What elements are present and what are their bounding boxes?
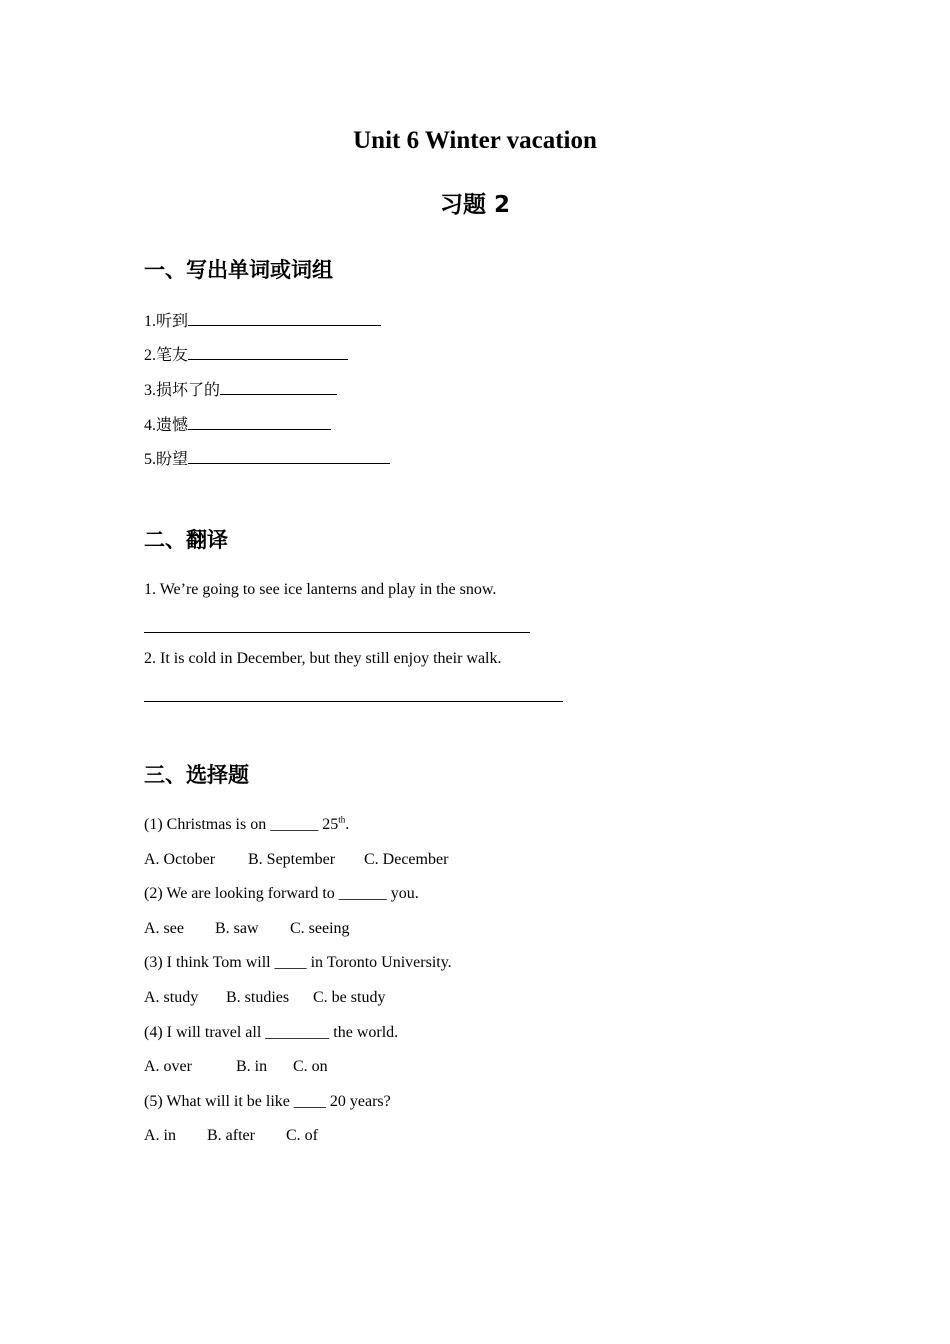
vocab-item-text: 盼望 [156,449,189,468]
vocab-item-text: 笔友 [156,345,189,364]
choice-question-3: (3) I think Tom will ____ in Toronto University. [144,954,452,971]
vocab-item-5 [144,448,390,470]
choice-options-5 [144,1126,318,1146]
choice-options-3 [144,988,385,1008]
vocab-item-number: 3. [144,382,156,399]
vocab-item-number: 1. [144,313,156,330]
option-c[interactable]: C. be study [313,989,386,1006]
option-c[interactable]: C. December [364,851,449,868]
ordinal-suffix: th [338,814,346,825]
option-a[interactable]: A. October [144,851,216,868]
vocab-item-text: 听到 [156,311,189,330]
vocab-item-1 [144,310,381,332]
section-3-heading: 三、选择题 [144,763,249,787]
option-c[interactable]: C. of [286,1127,318,1144]
vocab-item-text: 遗憾 [156,415,189,434]
vocab-answer-blank[interactable] [188,310,381,326]
choice-question-1 [144,815,349,835]
option-b[interactable]: B. in [236,1058,268,1075]
translation-item-2: 2. It is cold in December, but they still enjoy their walk. [144,650,502,667]
option-c[interactable]: C. seeing [290,920,350,937]
vocab-item-number: 4. [144,417,156,434]
option-b[interactable]: B. after [207,1127,255,1144]
option-c[interactable]: C. on [293,1058,328,1075]
option-b[interactable]: B. studies [226,989,290,1006]
option-b[interactable]: B. saw [215,920,259,937]
vocab-answer-blank[interactable] [188,414,331,430]
choice-question-5: (5) What will it be like ____ 20 years? [144,1093,391,1110]
vocab-answer-blank[interactable] [188,344,348,360]
translation-answer-line-2[interactable] [144,701,563,702]
vocab-item-number: 5. [144,451,156,468]
section-1-heading: 一、写出单词或词组 [144,258,333,282]
section-2-heading: 二、翻译 [144,528,228,552]
choice-options-1 [144,850,448,870]
page-title: Unit 6 Winter vacation [353,127,597,154]
option-a[interactable]: A. over [144,1058,192,1075]
choice-question-2: (2) We are looking forward to ______ you. [144,885,419,902]
option-a[interactable]: A. in [144,1127,176,1144]
vocab-item-2 [144,344,348,366]
question-text: (1) Christmas is on ______ 25 [144,816,339,833]
vocab-item-4 [144,414,331,436]
choice-question-4: (4) I will travel all ________ the world. [144,1024,399,1041]
vocab-item-number: 2. [144,347,156,364]
vocab-answer-blank[interactable] [188,448,390,464]
option-a[interactable]: A. study [144,989,199,1006]
option-b[interactable]: B. September [248,851,336,868]
choice-options-2 [144,919,350,939]
vocab-item-text: 损坏了的 [156,380,221,399]
translation-answer-line-1[interactable] [144,632,530,633]
page-subtitle: 习题 2 [439,192,510,218]
vocab-answer-blank[interactable] [220,379,337,395]
translation-item-1: 1. We’re going to see ice lanterns and play in the snow. [144,581,497,598]
option-a[interactable]: A. see [144,920,184,937]
choice-options-4 [144,1057,328,1077]
vocab-item-3 [144,379,337,401]
question-end: . [345,816,350,833]
